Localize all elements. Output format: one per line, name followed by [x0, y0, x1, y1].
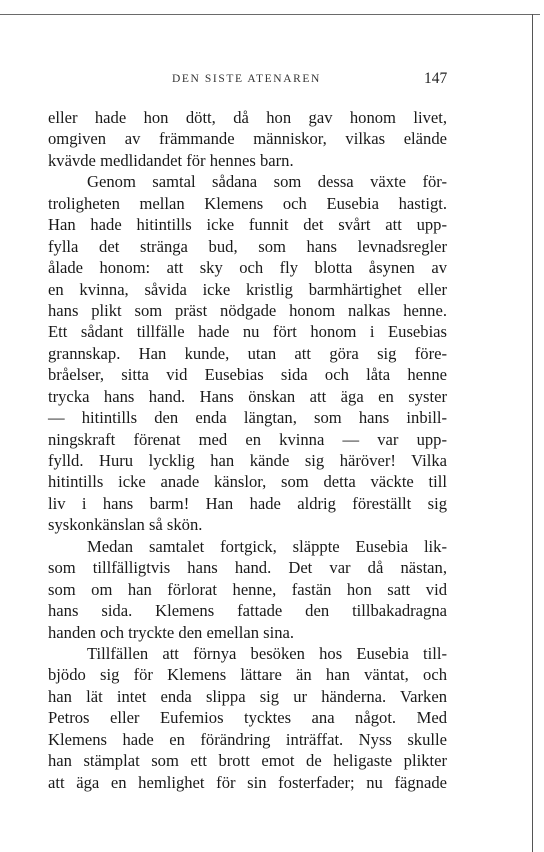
text-line: kvävde medlidandet för hennes barn. [48, 150, 294, 170]
text-line: ålade honom: att sky och fly blotta åsynen av [48, 258, 447, 278]
text-line: Tillfällen att förnya besöken hos Eusebia till- [87, 643, 447, 663]
text-line: grannskap. Han kunde, utan att göra sig före- [48, 343, 447, 363]
text-line: en kvinna, såvida icke kristlig barmhärtighet eller [48, 279, 447, 299]
text-line: som tillfälligtvis hans hand. Det var då nästan, [48, 558, 447, 578]
text-line: hans plikt som präst nödgade honom nalkas henne. [48, 300, 447, 320]
text-line: Han hade hitintills icke funnit det svårt att upp- [48, 215, 447, 235]
body-text [48, 107, 447, 793]
text-line: Klemens hade en förändring inträffat. Nyss skulle [48, 729, 447, 749]
right-edge-rule [532, 14, 533, 852]
text-line: Genom samtal sådana som dessa växte för- [87, 172, 447, 192]
text-line: ningskraft förenat med en kvinna — var upp- [48, 429, 447, 449]
text-line: hans sida. Klemens fattade den tillbakadragna [48, 601, 447, 621]
text-line: hitintills icke anade känslor, som detta väckte till [48, 472, 447, 492]
text-line: Petros eller Eufemios tycktes ana något. Med [48, 708, 447, 728]
text-line: fylld. Huru lycklig han kände sig häröver! Vilka [48, 451, 447, 470]
text-line: eller hade hon dött, då hon gav honom livet, [48, 108, 447, 127]
text-line: troligheten mellan Klemens och Eusebia hastigt. [48, 193, 447, 213]
text-line: syskonkänslan så skön. [48, 515, 203, 535]
page-number: 147 [424, 70, 448, 87]
running-header [0, 70, 544, 92]
text-line: trycka hans hand. Hans önskan att äga en syster [48, 386, 447, 406]
text-line: bjödo sig för Klemens lättare än han väntat, och [48, 665, 447, 685]
text-line: Medan samtalet fortgick, släppte Eusebia lik- [87, 536, 447, 556]
top-edge-rule [0, 14, 540, 15]
text-line: Ett sådant tillfälle hade nu fört honom i Eusebias [48, 322, 447, 342]
text-line: han stämplat som ett brott emot de heligaste plikter [48, 751, 447, 771]
text-line: omgiven av främmande människor, vilkas elände [48, 129, 447, 149]
text-line: som om han förlorat henne, fastän hon satt vid [48, 579, 447, 599]
text-line: — hitintills den enda längtan, som hans inbill- [48, 408, 447, 428]
text-line: handen och tryckte den emellan sina. [48, 622, 295, 642]
text-line: bråelser, sitta vid Eusebias sida och låta henne [48, 365, 447, 385]
running-title: DEN SISTE ATENAREN [172, 73, 321, 85]
text-line: han lät intet enda slippa sig ur händerna. Varken [48, 686, 447, 706]
text-line: liv i hans barm! Han hade aldrig föreställt sig [48, 493, 447, 513]
text-line: fylla det stränga bud, som hans levnadsregler [48, 236, 447, 256]
text-line: att äga en hemlighet för sin fosterfader; nu fägnade [48, 772, 447, 792]
